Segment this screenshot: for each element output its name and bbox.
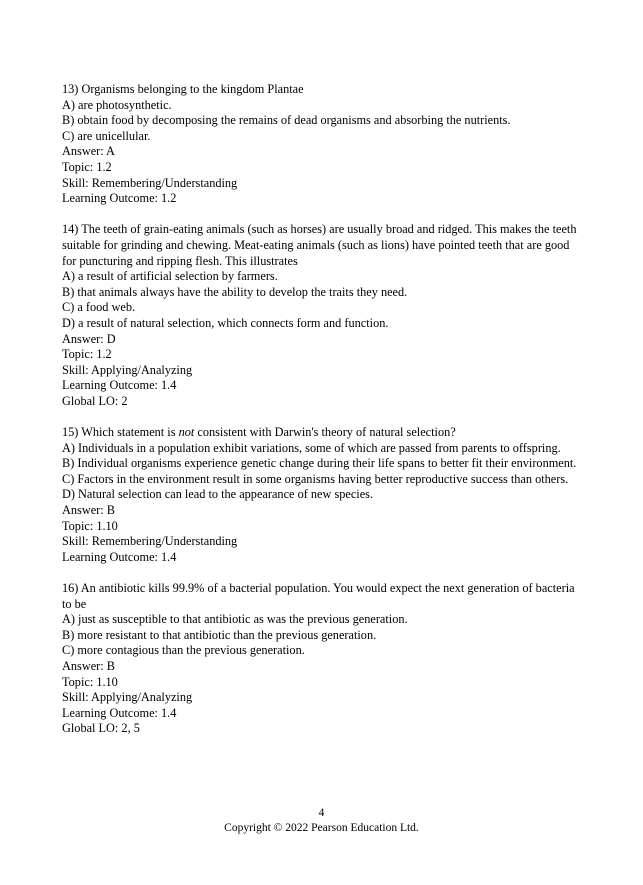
answer-choice: B) Individual organisms experience genetic change during their life spans to better fit their environment. (62, 456, 577, 471)
page-content (62, 82, 580, 737)
answer-choice: B) that animals always have the ability to develop the traits they need. (62, 284, 408, 299)
answer-choice: C) are unicellular. (62, 128, 151, 143)
answer-choice: D) a result of natural selection, which connects form and function. (62, 315, 389, 330)
skill-label: Skill: Applying/Analyzing (62, 362, 193, 377)
answer-key: Answer: A (62, 144, 115, 159)
answer-key: Answer: D (62, 331, 116, 346)
learning-outcome-label: Learning Outcome: 1.4 (62, 705, 177, 720)
question-stem: 13) Organisms belonging to the kingdom Plantae (62, 82, 304, 96)
question-stem: 14) The teeth of grain-eating animals (such as horses) are usually broad and ridged. This makes the teeth suitable for grinding and chewing. Meat-eating animals (such as lions) have pointed teeth that are good for puncturing and ripping flesh. This illustrates (62, 222, 577, 268)
learning-outcome-label: Learning Outcome: 1.4 (62, 549, 177, 564)
answer-choice: A) are photosynthetic. (62, 97, 172, 112)
answer-choice: C) more contagious than the previous generation. (62, 643, 305, 658)
global-lo-label: Global LO: 2 (62, 393, 128, 408)
skill-label: Skill: Remembering/Understanding (62, 175, 238, 190)
question-block-16 (62, 581, 580, 737)
question-stem-part-1: 15) Which statement is (62, 425, 179, 440)
topic-label: Topic: 1.2 (62, 159, 112, 174)
answer-choice: D) Natural selection can lead to the appearance of new species. (62, 487, 374, 502)
topic-label: Topic: 1.2 (62, 347, 112, 362)
answer-key: Answer: B (62, 503, 115, 518)
skill-label: Skill: Applying/Analyzing (62, 690, 193, 705)
answer-key: Answer: B (62, 658, 115, 673)
question-stem (62, 425, 580, 441)
answer-choice: A) a result of artificial selection by farmers. (62, 269, 278, 284)
learning-outcome-label: Learning Outcome: 1.4 (62, 378, 177, 393)
answer-choice: B) obtain food by decomposing the remains of dead organisms and absorbing the nutrients. (62, 113, 511, 128)
learning-outcome-label: Learning Outcome: 1.2 (62, 191, 177, 206)
topic-label: Topic: 1.10 (62, 518, 118, 533)
page-footer (0, 806, 643, 836)
question-block-13 (62, 82, 580, 207)
page-number: 4 (318, 807, 325, 819)
copyright-notice: Copyright © 2022 Pearson Education Ltd. (224, 822, 419, 834)
global-lo-label: Global LO: 2, 5 (62, 721, 140, 736)
answer-choice: A) Individuals in a population exhibit variations, some of which are passed from parents to offspring. (62, 440, 561, 455)
answer-choice: B) more resistant to that antibiotic than the previous generation. (62, 627, 377, 642)
answer-choice: A) just as susceptible to that antibiotic as was the previous generation. (62, 612, 408, 627)
question-stem-part-2: consistent with Darwin's theory of natural selection? (194, 425, 456, 440)
question-stem-emphasis: not (178, 425, 195, 440)
skill-label: Skill: Remembering/Understanding (62, 534, 238, 549)
answer-choice: C) a food web. (62, 300, 136, 315)
answer-choice: C) Factors in the environment result in some organisms having better reproductive success than others. (62, 471, 569, 486)
question-block-14 (62, 222, 580, 409)
question-stem: 16) An antibiotic kills 99.9% of a bacterial population. You would expect the next generation of bacteria to be (62, 581, 575, 611)
question-block-15 (62, 425, 580, 565)
topic-label: Topic: 1.10 (62, 674, 118, 689)
